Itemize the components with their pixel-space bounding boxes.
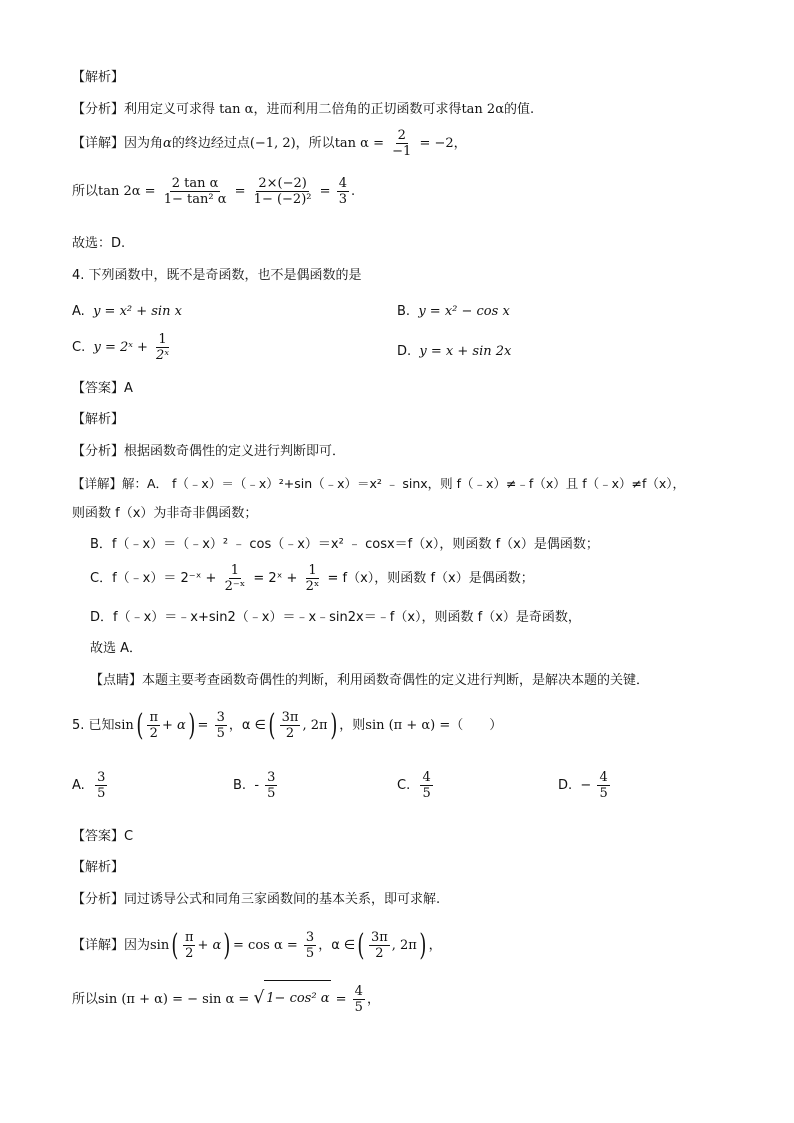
frac-den: 2ˣ xyxy=(156,348,169,363)
fraction-pi-over-2 xyxy=(183,930,196,961)
q5-option-d xyxy=(558,770,612,801)
frac-num: 2×(−2) xyxy=(258,176,307,191)
right-paren: ) xyxy=(223,927,231,963)
q4-detail-4 xyxy=(90,562,534,596)
right-paren: ) xyxy=(329,707,337,743)
frac-den: 2 xyxy=(285,726,295,741)
q5-jiexi: 【解析】 xyxy=(72,860,125,875)
q4-option-a xyxy=(72,304,182,319)
option-label: C. xyxy=(397,778,411,793)
fraction-3 xyxy=(337,176,349,207)
two-pi: , 2π xyxy=(391,938,417,953)
frac-den: 2 xyxy=(375,946,384,961)
xiangjie-text: 因为角 xyxy=(124,136,164,151)
detail-text: C．f（﹣x）＝ 2⁻ˣ + xyxy=(90,571,217,586)
fraction-3pi-2 xyxy=(280,710,301,741)
frac-num: 4 xyxy=(599,770,608,785)
sqrt-sign: √ xyxy=(253,988,265,1008)
q4-detail-6: 故选 A． xyxy=(90,641,143,656)
fraction xyxy=(154,332,171,363)
frac-num: 1 xyxy=(230,563,240,578)
fraction-2 xyxy=(252,176,314,207)
fraction-2-over-neg1 xyxy=(390,128,413,159)
frac-den: 2⁻ˣ xyxy=(224,579,246,594)
then-text: ，则 xyxy=(339,718,366,733)
comma: ， xyxy=(453,136,467,151)
q5-stem xyxy=(72,706,502,746)
option-label: A. xyxy=(72,304,85,319)
frac-num: 2 xyxy=(397,128,406,143)
option-expr: y = x² + sin x xyxy=(93,304,182,319)
detail-text: = f（x），则函数 f（x）是偶函数； xyxy=(327,571,534,586)
xiangjie-label: 【详解】 xyxy=(72,136,125,151)
suoyi: 所以 xyxy=(72,992,99,1007)
frac-num: 3 xyxy=(267,770,276,785)
right-paren: ) xyxy=(188,707,196,743)
radicand: 1− cos² α xyxy=(264,980,331,1017)
fenxi-line xyxy=(72,102,534,118)
frac-den: 5 xyxy=(422,786,431,801)
frac-num: 3 xyxy=(305,930,315,945)
fraction xyxy=(223,563,248,594)
sqrt-expr xyxy=(253,980,331,1017)
option-expr: y = x² − cos x xyxy=(418,304,510,319)
frac-num: 4 xyxy=(422,770,431,785)
frac-num: 3π xyxy=(281,710,299,725)
fraction-1 xyxy=(162,176,229,207)
q5-option-b xyxy=(233,770,279,801)
q4-detail-1: 【详解】解：A． f（﹣x）＝（﹣x）²+sin（﹣x）＝x² ﹣ sinx，则 f（﹣x）≠﹣f（x）且 f（﹣x）≠f（x）， xyxy=(72,476,686,491)
alpha-symbol: α xyxy=(163,136,172,151)
tan-result: = −2 xyxy=(419,136,454,151)
left-paren: ( xyxy=(268,707,276,743)
frac-num: 4 xyxy=(338,176,347,191)
frac-num: 3 xyxy=(216,710,225,725)
minus-sign: - xyxy=(254,778,260,793)
fraction-pi-over-2 xyxy=(147,710,160,741)
option-label: B. xyxy=(233,778,247,793)
alpha-in: ，α ∈ xyxy=(318,938,356,953)
frac-num: 1 xyxy=(308,563,317,578)
cos-expr: = cos α = xyxy=(233,938,298,953)
minus-sign: − xyxy=(580,778,592,793)
q4-option-d xyxy=(397,344,511,359)
option-label: D. xyxy=(558,778,573,793)
equals: = xyxy=(335,992,347,1007)
equals: = xyxy=(197,718,209,733)
q5-option-c xyxy=(397,770,435,801)
fraction-3-5 xyxy=(215,710,227,741)
frac-num: 2 tan α xyxy=(171,176,219,191)
left-paren: ( xyxy=(357,927,365,963)
frac-den: 5 xyxy=(305,946,315,961)
frac-den: 5 xyxy=(267,786,276,801)
fraction-3-5 xyxy=(304,930,316,961)
fenxi-label: 【分析】 xyxy=(72,102,125,117)
xiangjie-line xyxy=(72,128,467,160)
tan2alpha-lhs: tan 2α = xyxy=(98,184,156,199)
xiangjie-text-b: 的终边经过点 xyxy=(171,136,250,151)
frac-den: 2ˣ xyxy=(305,579,320,594)
fenxi-text-b: ，进而利用二倍角的正切函数可求得 xyxy=(253,102,462,117)
q5-xiangjie xyxy=(72,926,442,966)
frac-den: 3 xyxy=(338,192,347,207)
frac-den: 5 xyxy=(97,786,106,801)
target-expr: sin (π + α) =（ ） xyxy=(365,718,503,733)
tan-alpha: tan α xyxy=(219,102,254,117)
fraction xyxy=(265,770,277,801)
q5-final-line xyxy=(72,980,380,1018)
q4-detail-2: 则函数 f（x）为非奇非偶函数； xyxy=(72,506,258,521)
right-paren: ) xyxy=(419,927,427,963)
fraction xyxy=(597,770,609,801)
fraction xyxy=(304,563,322,594)
q4-answer: 【答案】A xyxy=(72,381,133,396)
option-label: C. xyxy=(72,340,86,355)
detail-text: = 2ˣ + xyxy=(253,571,298,586)
frac-den: 5 xyxy=(216,726,225,741)
frac-num: 3 xyxy=(97,770,106,785)
q4-option-b xyxy=(397,304,510,319)
option-label: D. xyxy=(397,344,412,359)
q5-answer: 【答案】C xyxy=(72,829,134,844)
q5-fenxi: 【分析】同过诱导公式和同角三家函数间的基本关系，即可求解. xyxy=(72,892,441,907)
q4-stem: 4. 下列函数中，既不是奇函数，也不是偶函数的是 xyxy=(72,268,362,283)
frac-den: 2 xyxy=(185,946,194,961)
left-paren: ( xyxy=(171,927,179,963)
tan-expr: tan α = xyxy=(334,136,384,151)
frac-num: 1 xyxy=(158,332,167,347)
option-expr: y = x + sin 2x xyxy=(419,344,512,359)
stem-text: 5. 已知 xyxy=(72,718,115,733)
left-paren: ( xyxy=(136,707,144,743)
alpha-in: ，α ∈ xyxy=(228,718,266,733)
frac-num: 4 xyxy=(354,984,363,999)
frac-den: 5 xyxy=(599,786,608,801)
xiangjie-text-c: ，所以 xyxy=(295,136,335,151)
guxuan-line: 故选：D. xyxy=(72,236,126,251)
suoyi: 所以 xyxy=(72,184,99,199)
fenxi-text: 利用定义可求得 xyxy=(124,102,216,117)
period: . xyxy=(350,184,356,199)
frac-num: π xyxy=(184,930,194,945)
q4-fenxi: 【分析】根据函数奇偶性的定义进行判断即可． xyxy=(72,444,346,459)
equals: = xyxy=(234,184,246,199)
q4-option-c xyxy=(72,332,173,364)
q4-dianjing: 【点睛】本题主要考查函数奇偶性的判断，利用函数奇偶性的定义进行判断，是解决本题的关键． xyxy=(90,673,650,688)
option-expr: y = 2ˣ + xyxy=(93,340,148,355)
frac-den: 1− (−2)² xyxy=(253,192,312,207)
frac-den: 1− tan² α xyxy=(163,192,227,207)
fraction xyxy=(420,770,432,801)
plus-alpha: + α xyxy=(197,938,222,953)
frac-den: 2 xyxy=(149,726,158,741)
jiexi-heading: 【解析】 xyxy=(72,70,125,85)
xiangjie-label: 【详解】因为 xyxy=(72,938,151,953)
frac-num: π xyxy=(149,710,159,725)
equals: = xyxy=(319,184,331,199)
q5-option-a xyxy=(72,770,109,801)
point-coord: (−1, 2) xyxy=(249,136,296,151)
fraction xyxy=(95,770,107,801)
frac-den: −1 xyxy=(392,144,412,159)
plus-alpha: + α xyxy=(162,718,186,733)
q4-detail-5: D．f（﹣x）＝﹣x+sin2（﹣x）＝﹣x﹣sin2x＝﹣f（x），则函数 f（x）是奇函数， xyxy=(90,610,581,625)
frac-den: 5 xyxy=(354,1000,363,1015)
fenxi-text-c: 的值. xyxy=(503,102,535,117)
comma: ， xyxy=(428,938,442,953)
comma: ， xyxy=(366,992,380,1007)
q4-jiexi: 【解析】 xyxy=(72,412,125,427)
final-expr: sin (π + α) = − sin α = xyxy=(98,992,250,1007)
option-label: A. xyxy=(72,778,85,793)
fraction-3pi-2 xyxy=(369,930,390,961)
two-pi: , 2π xyxy=(302,718,328,733)
sin: sin xyxy=(150,938,170,953)
tan-2alpha: tan 2α xyxy=(461,102,504,117)
fraction-4-5 xyxy=(353,984,365,1015)
option-label: B. xyxy=(397,304,411,319)
tan2alpha-line xyxy=(72,176,355,208)
sin: sin xyxy=(114,718,134,733)
frac-num: 3π xyxy=(370,930,388,945)
q4-detail-3: B．f（﹣x）＝（﹣x）² ﹣ cos（﹣x）＝x² ﹣ cosx＝f（x），则函数 f（x）是偶函数； xyxy=(90,537,599,552)
